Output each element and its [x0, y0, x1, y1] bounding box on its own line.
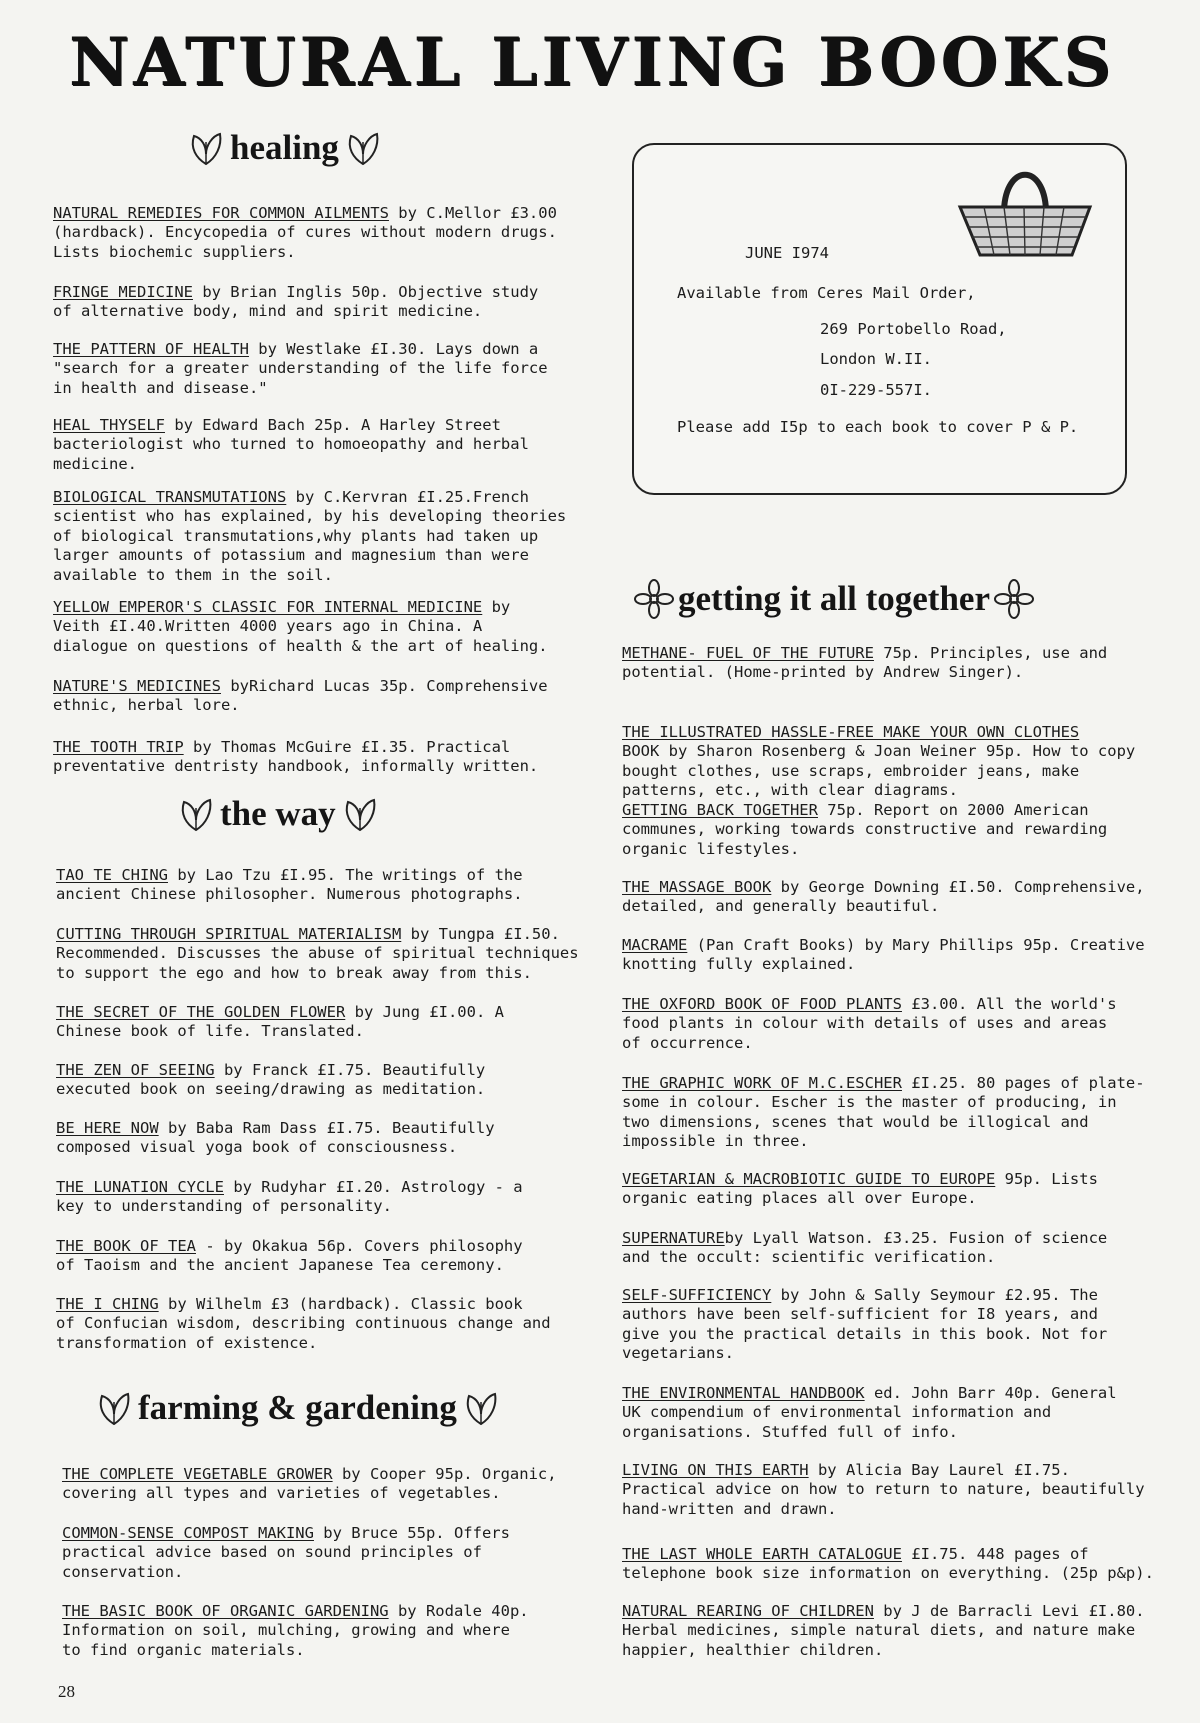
leaf-ornament-icon — [186, 128, 226, 168]
book-description-line: patterns, etc., with clear diagrams. — [622, 781, 958, 800]
order-info-box — [632, 143, 1127, 495]
leaf-ornament-icon — [176, 794, 216, 834]
book-entry — [56, 925, 579, 983]
book-entry — [56, 1178, 523, 1217]
book-details: by Lyall Watson. £3.25. Fusion of science — [724, 1229, 1108, 1247]
address-city: London W.II. — [820, 350, 932, 368]
book-title: COMMON-SENSE COMPOST MAKING — [62, 1524, 314, 1542]
book-title: CUTTING THROUGH SPIRITUAL MATERIALISM — [56, 925, 402, 943]
book-title: LIVING ON THIS EARTH — [622, 1461, 809, 1479]
book-entry — [62, 1602, 529, 1660]
book-description-line: of occurrence. — [622, 1033, 753, 1052]
book-details: byRichard Lucas 35p. Comprehensive — [220, 677, 548, 695]
book-description-line: Recommended. Discusses the abuse of spiritual techniques — [56, 944, 579, 963]
book-title: SUPERNATURE — [622, 1229, 725, 1247]
book-description-line: dialogue on questions of health & the art of healing. — [53, 636, 548, 655]
book-title: THE SECRET OF THE GOLDEN FLOWER — [56, 1003, 346, 1021]
book-details: by Tungpa £I.50. — [401, 925, 560, 943]
book-description-line: vegetarians. — [622, 1344, 734, 1363]
book-entry — [56, 866, 523, 905]
book-title: BIOLOGICAL TRANSMUTATIONS — [53, 488, 287, 506]
book-description-line: BOOK by Sharon Rosenberg & Joan Weiner 95p. How to copy — [622, 742, 1136, 761]
page-title: NATURAL LIVING BOOKS — [68, 23, 1116, 101]
postage-note: Please add I5p to each book to cover P & P. — [677, 418, 1079, 436]
book-entry — [53, 738, 538, 777]
book-details: by George Downing £I.50. Comprehensive, — [771, 878, 1145, 896]
book-description-line: happier, healthier children. — [622, 1640, 884, 1659]
book-description-line: ethnic, herbal lore. — [53, 696, 240, 715]
book-description-line: transformation of existence. — [56, 1333, 318, 1352]
book-title: NATURAL REMEDIES FOR COMMON AILMENTS — [53, 204, 389, 222]
book-entry — [622, 723, 1135, 801]
book-entry — [53, 283, 538, 322]
book-description-line: of alternative body, mind and spirit medicine. — [53, 302, 483, 321]
book-title: VEGETARIAN & MACROBIOTIC GUIDE TO EUROPE — [622, 1170, 996, 1188]
book-details: by C.Mellor £3.00 — [388, 204, 557, 222]
book-entry — [56, 1295, 551, 1353]
book-entry — [622, 1545, 1154, 1584]
book-description-line: authors have been self-sufficient for I8 years, and — [622, 1305, 1098, 1324]
book-entry — [53, 204, 557, 262]
page-number: 28 — [58, 1682, 75, 1701]
leaf-ornament-icon — [94, 1388, 134, 1428]
book-description-line: bought clothes, use scraps, embroider jeans, make — [622, 761, 1080, 780]
book-title: SELF-SUFFICIENCY — [622, 1286, 772, 1304]
book-description-line: preventative dentristy handbook, informally written. — [53, 757, 539, 776]
book-title: METHANE- FUEL OF THE FUTURE — [622, 644, 874, 662]
book-entry — [56, 1003, 504, 1042]
book-description-line: knotting fully explained. — [622, 955, 856, 974]
book-entry — [622, 1461, 1145, 1519]
book-entry — [622, 1074, 1145, 1152]
book-details: by J de Barracli Levi £I.80. — [873, 1602, 1145, 1620]
book-description-line: UK compendium of environmental information and — [622, 1403, 1052, 1422]
book-description-line: executed book on seeing/drawing as meditation. — [56, 1080, 486, 1099]
book-entry — [622, 1286, 1107, 1364]
book-title: THE LUNATION CYCLE — [56, 1178, 224, 1196]
book-description-line: organic lifestyles. — [622, 839, 800, 858]
book-description-line: Practical advice on how to return to nature, beautifully — [622, 1480, 1145, 1499]
book-entry — [53, 340, 548, 398]
book-description-line: (hardback). Encycopedia of cures without modern drugs. — [53, 223, 557, 242]
book-title: THE COMPLETE VEGETABLE GROWER — [62, 1465, 333, 1483]
book-entry — [622, 878, 1145, 917]
book-description-line: bacteriologist who turned to homoeopathy and herbal — [53, 435, 529, 454]
book-title: YELLOW EMPEROR'S CLASSIC FOR INTERNAL MEDICINE — [53, 598, 483, 616]
book-entry — [56, 1237, 523, 1276]
leaf-ornament-icon — [340, 794, 380, 834]
heading-healing-label: healing — [230, 128, 339, 167]
book-description-line: detailed, and generally beautiful. — [622, 897, 940, 916]
book-entry — [62, 1465, 557, 1504]
book-description-line: scientist who has explained, by his developing theories — [53, 507, 567, 526]
book-details: by Brian Inglis 50p. Objective study — [192, 283, 539, 301]
book-entry — [53, 598, 548, 656]
heading-farming-label: farming & gardening — [138, 1388, 457, 1427]
book-entry — [622, 936, 1145, 975]
book-details: by Wilhelm £3 (hardback). Classic book — [158, 1295, 523, 1313]
book-description-line: Veith £I.40.Written 4000 years ago in China. A — [53, 617, 483, 636]
book-details: by Westlake £I.30. Lays down a — [248, 340, 539, 358]
book-entry — [622, 1170, 1098, 1209]
basket-icon — [954, 155, 1096, 265]
book-description-line: practical advice based on sound principles of — [62, 1543, 482, 1562]
book-description-line: potential. (Home-printed by Andrew Singer). — [622, 663, 1024, 682]
book-details: by Franck £I.75. Beautifully — [214, 1061, 486, 1079]
book-title: THE BASIC BOOK OF ORGANIC GARDENING — [62, 1602, 389, 1620]
book-entry — [622, 1384, 1117, 1442]
book-description-line: Information on soil, mulching, growing and where — [62, 1621, 510, 1640]
book-description-line: available to them in the soil. — [53, 565, 333, 584]
book-description-line: impossible in three. — [622, 1132, 809, 1151]
book-description-line: give you the practical details in this book. Not for — [622, 1324, 1108, 1343]
book-details: by Baba Ram Dass £I.75. Beautifully — [158, 1119, 495, 1137]
book-entry — [622, 801, 1107, 859]
book-title: NATURAL REARING OF CHILDREN — [622, 1602, 874, 1620]
book-entry — [53, 488, 566, 585]
book-title: GETTING BACK TOGETHER — [622, 801, 818, 819]
book-description-line: conservation. — [62, 1562, 184, 1581]
leaf-ornament-icon — [343, 128, 383, 168]
book-description-line: and the occult: scientific verification. — [622, 1248, 996, 1267]
book-details: £I.25. 80 pages of plate- — [901, 1074, 1145, 1092]
issue-date: JUNE I974 — [745, 244, 829, 262]
phone-number: 0I-229-557I. — [820, 381, 932, 399]
book-details: by Rudyhar £I.20. Astrology - a — [223, 1178, 523, 1196]
address-street: 269 Portobello Road, — [820, 320, 1007, 338]
heading-the-way — [176, 794, 380, 834]
book-entry — [622, 1602, 1145, 1660]
book-details: by Bruce 55p. Offers — [313, 1524, 510, 1542]
heading-the-way-label: the way — [220, 794, 336, 833]
book-title: THE PATTERN OF HEALTH — [53, 340, 249, 358]
book-details: by C.Kervran £I.25.French — [286, 488, 529, 506]
book-entry — [53, 416, 529, 474]
book-title: THE ILLUSTRATED HASSLE-FREE MAKE YOUR OWN CLOTHES — [622, 723, 1080, 741]
book-entry — [622, 995, 1117, 1053]
book-description-line: to support the ego and how to break away from this. — [56, 963, 532, 982]
book-details: £3.00. All the world's — [901, 995, 1117, 1013]
book-details: 75p. Report on 2000 American — [817, 801, 1089, 819]
book-description-line: hand-written and drawn. — [622, 1499, 837, 1518]
book-entry — [56, 1119, 495, 1158]
book-details: ed. John Barr 40p. General — [864, 1384, 1117, 1402]
flower-ornament-icon — [994, 579, 1034, 619]
book-title: TAO TE CHING — [56, 866, 168, 884]
book-description-line: telephone book size information on everything. (25p p&p). — [622, 1564, 1154, 1583]
book-description-line: key to understanding of personality. — [56, 1197, 392, 1216]
book-details: 95p. Lists — [995, 1170, 1098, 1188]
leaf-ornament-icon — [461, 1388, 501, 1428]
book-details: by Lao Tzu £I.95. The writings of the — [167, 866, 523, 884]
book-title: BE HERE NOW — [56, 1119, 159, 1137]
book-title: THE BOOK OF TEA — [56, 1237, 196, 1255]
book-details: by Thomas McGuire £I.35. Practical — [183, 738, 511, 756]
heading-farming-gardening — [94, 1388, 501, 1428]
book-description-line: of biological transmutations,why plants had taken up — [53, 526, 539, 545]
book-title: THE ENVIRONMENTAL HANDBOOK — [622, 1384, 865, 1402]
book-details: by Alicia Bay Laurel £I.75. — [808, 1461, 1070, 1479]
book-details: (Pan Craft Books) by Mary Phillips 95p. Creative — [687, 936, 1145, 954]
book-entry — [622, 644, 1107, 683]
book-description-line: organisations. Stuffed full of info. — [622, 1422, 958, 1441]
book-description-line: larger amounts of potassium and magnesium than were — [53, 546, 529, 565]
book-details: by — [482, 598, 511, 616]
book-entry — [62, 1524, 510, 1582]
book-description-line: Chinese book of life. Translated. — [56, 1022, 364, 1041]
book-description-line: composed visual yoga book of consciousness. — [56, 1138, 458, 1157]
heading-together-label: getting it all together — [678, 579, 990, 618]
book-details: by Jung £I.00. A — [345, 1003, 504, 1021]
book-description-line: ancient Chinese philosopher. Numerous photographs. — [56, 885, 523, 904]
book-entry — [622, 1229, 1107, 1268]
book-entry — [56, 1061, 485, 1100]
book-title: HEAL THYSELF — [53, 416, 165, 434]
book-title: THE OXFORD BOOK OF FOOD PLANTS — [622, 995, 902, 1013]
book-description-line: Herbal medicines, simple natural diets, and nature make — [622, 1621, 1136, 1640]
book-details: 75p. Principles, use and — [873, 644, 1108, 662]
book-details: by John & Sally Seymour £2.95. The — [771, 1286, 1098, 1304]
book-title: THE MASSAGE BOOK — [622, 878, 772, 896]
book-details: by Cooper 95p. Organic, — [332, 1465, 557, 1483]
book-description-line: some in colour. Escher is the master of producing, in — [622, 1093, 1117, 1112]
book-title: MACRAME — [622, 936, 688, 954]
book-title: THE ZEN OF SEEING — [56, 1061, 215, 1079]
book-description-line: covering all types and varieties of vegetables. — [62, 1484, 501, 1503]
book-title: THE TOOTH TRIP — [53, 738, 184, 756]
book-details: £I.75. 448 pages of — [901, 1545, 1089, 1563]
book-entry — [53, 677, 548, 716]
flower-ornament-icon — [634, 579, 674, 619]
heading-healing — [186, 128, 383, 168]
book-description-line: "search for a greater understanding of the life force — [53, 359, 548, 378]
book-description-line: Lists biochemic suppliers. — [53, 242, 296, 261]
book-details: by Edward Bach 25p. A Harley Street — [164, 416, 501, 434]
book-title: THE GRAPHIC WORK OF M.C.ESCHER — [622, 1074, 902, 1092]
book-description-line: of Taoism and the ancient Japanese Tea ceremony. — [56, 1256, 504, 1275]
availability-line: Available from Ceres Mail Order, — [677, 284, 976, 302]
book-description-line: food plants in colour with details of uses and areas — [622, 1014, 1108, 1033]
book-title: THE LAST WHOLE EARTH CATALOGUE — [622, 1545, 902, 1563]
book-description-line: two dimensions, scenes that would be illogical and — [622, 1112, 1089, 1131]
heading-getting-it-all-together — [634, 579, 1034, 619]
book-description-line: communes, working towards constructive and rewarding — [622, 820, 1108, 839]
book-title: FRINGE MEDICINE — [53, 283, 193, 301]
book-details: - by Okakua 56p. Covers philosophy — [195, 1237, 523, 1255]
book-title: NATURE'S MEDICINES — [53, 677, 221, 695]
book-description-line: in health and disease." — [53, 378, 268, 397]
book-description-line: to find organic materials. — [62, 1640, 305, 1659]
book-description-line: organic eating places all over Europe. — [622, 1189, 977, 1208]
book-title: THE I CHING — [56, 1295, 159, 1313]
book-description-line: of Confucian wisdom, describing continuous change and — [56, 1314, 551, 1333]
book-description-line: medicine. — [53, 454, 137, 473]
book-details: by Rodale 40p. — [388, 1602, 529, 1620]
